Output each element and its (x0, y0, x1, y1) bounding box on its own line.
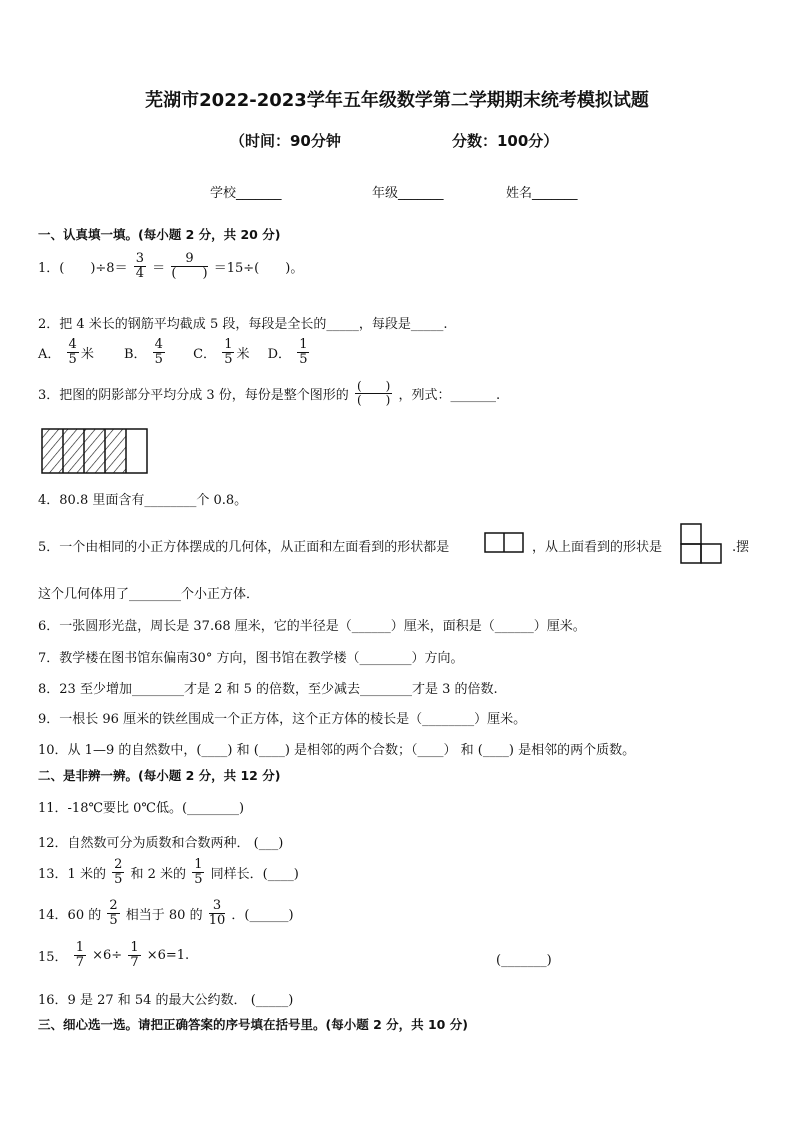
q13-f2-den: 5 (194, 871, 203, 887)
q15-answer-blank: (_______) (496, 953, 552, 968)
q13-text-a: 13．1 米的 (38, 866, 106, 882)
q3-text-b: ，列式：_______. (398, 387, 501, 403)
q14-text-b: 相当于 80 的 (125, 907, 203, 923)
q13-f1-den: 5 (114, 871, 123, 887)
q13-fraction-2 (192, 858, 204, 886)
q15-f2-den: 7 (130, 954, 139, 970)
grade-field: 年级_______ (372, 186, 444, 201)
q15-f1-num: 1 (75, 940, 84, 955)
question-7: 7．教学楼在图书馆东偏南30° 方向，图书馆在教学楼（________）方向。 (38, 651, 464, 666)
question-4: 4．80.8 里面含有________个 0.8。 (38, 493, 248, 508)
q2-c-unit: 米 (236, 346, 250, 362)
question-10: 10．从 1—9 的自然数中，(____) 和 (____) 是相邻的两个合数；（____） 和 (____) 是相邻的两个质数。 (38, 743, 636, 758)
q14-text-a: 14．60 的 (38, 907, 102, 923)
q2-a-den: 5 (68, 351, 77, 367)
q14-f1-num: 2 (109, 898, 118, 913)
q2-b-den: 5 (154, 351, 163, 367)
q15-text-a: 15． (38, 949, 68, 965)
q3-f-num: ( ) (356, 379, 391, 393)
question-2-options (38, 338, 311, 366)
q2-option-c-label: C． (193, 346, 217, 362)
q3-fraction (355, 380, 392, 406)
q13-f1-num: 2 (114, 857, 123, 872)
q1-text-b: ＝15÷( )。 (213, 260, 304, 276)
q13-f2-num: 1 (194, 857, 203, 872)
q14-fraction-1 (107, 899, 119, 927)
q2-option-b-fraction (153, 338, 165, 366)
section-2-heading: 二、是非辨一辨。(每小题 2 分，共 12 分) (38, 768, 281, 783)
q3-shaded-figure (41, 428, 149, 476)
question-5-line-1c: .摆 (732, 540, 750, 555)
q2-d-den: 5 (299, 351, 308, 367)
question-8: 8．23 至少增加________才是 2 和 5 的倍数，至少减去________才是 3 的倍数. (38, 682, 498, 697)
q15-f2-num: 1 (130, 940, 139, 955)
q1-f2-den: ( ) (171, 265, 208, 281)
question-2: 2．把 4 米长的钢筋平均截成 5 段，每段是全长的_____，每段是_____. (38, 317, 448, 332)
q2-option-c-fraction (222, 338, 234, 366)
question-5-line-2: 这个几何体用了________个小正方体． (38, 587, 260, 602)
question-11: 11．-18℃要比 0℃低。(________) (38, 801, 245, 816)
q1-f2-num: 9 (171, 252, 207, 267)
question-5-line-1: 5．一个由相同的小正方体摆成的几何体，从正面和左面看到的形状都是 (38, 540, 450, 555)
q2-option-a-label: A． (38, 346, 61, 362)
q14-f2-num: 3 (209, 899, 226, 914)
q5-front-view-figure (484, 532, 524, 554)
question-5-line-1b: ，从上面看到的形状是 (532, 540, 663, 555)
q1-equals: ＝ (152, 260, 166, 276)
q2-c-num: 1 (224, 337, 233, 352)
q13-text-b: 和 2 米的 (130, 866, 187, 882)
exam-time: （时间：90分钟 (230, 132, 341, 150)
q15-text-b: ×6÷ (92, 947, 123, 963)
q5-top-view-figure (680, 523, 722, 565)
q2-d-num: 1 (299, 337, 308, 352)
q1-f1-den: 4 (135, 265, 145, 281)
question-15 (38, 941, 189, 969)
name-field: 姓名_______ (506, 186, 578, 201)
q2-option-b-label: B． (123, 346, 147, 362)
section-1-heading: 一、认真填一填。(每小题 2 分，共 20 分) (38, 227, 281, 242)
q2-option-d-fraction (297, 338, 309, 366)
q2-a-unit: 米 (80, 346, 94, 362)
q14-f1-den: 5 (109, 912, 118, 928)
question-1 (38, 252, 303, 280)
exam-score: 分数：100分） (452, 132, 559, 150)
q2-c-den: 5 (224, 351, 233, 367)
q13-text-c: 同样长．(____) (210, 866, 299, 882)
question-6: 6．一张圆形光盘，周长是 37.68 厘米，它的半径是（______）厘米，面积是（______）厘米。 (38, 619, 586, 634)
q3-text-a: 3．把图的阴影部分平均分成 3 份，每份是整个图形的 (38, 387, 349, 403)
q2-a-num: 4 (68, 337, 77, 352)
q2-option-d-label: D． (267, 346, 292, 362)
q3-f-den: ( ) (356, 392, 391, 407)
question-3 (38, 380, 500, 406)
question-12: 12．自然数可分为质数和合数两种． (___) (38, 836, 284, 851)
q15-fraction-1 (74, 941, 86, 969)
question-14 (38, 899, 294, 927)
q1-text-a: 1．( )÷8＝ (38, 260, 128, 276)
q2-option-a-fraction (67, 338, 79, 366)
question-9: 9．一根长 96 厘米的铁丝围成一个正方体，这个正方体的棱长是（________）厘米。 (38, 712, 527, 727)
q14-fraction-2 (209, 899, 226, 927)
q2-b-num: 4 (154, 337, 163, 352)
q13-fraction-1 (112, 858, 124, 886)
question-13 (38, 858, 299, 886)
page-title: 芜湖市2022-2023学年五年级数学第二学期期末统考模拟试题 (145, 90, 649, 111)
q15-text-c: ×6=1. (146, 947, 190, 963)
section-3-heading: 三、细心选一选。请把正确答案的序号填在括号里。(每小题 2 分，共 10 分) (38, 1017, 468, 1032)
q15-f1-den: 7 (75, 954, 84, 970)
q1-f1-num: 3 (135, 251, 145, 266)
question-16: 16．9 是 27 和 54 的最大公约数． (_____) (38, 993, 294, 1008)
q1-fraction-2 (171, 252, 207, 280)
school-field: 学校_______ (210, 186, 282, 201)
q14-f2-den: 10 (208, 912, 226, 928)
q15-fraction-2 (128, 941, 140, 969)
q1-fraction-1 (134, 252, 146, 280)
q14-text-c: ．(______) (231, 907, 294, 923)
